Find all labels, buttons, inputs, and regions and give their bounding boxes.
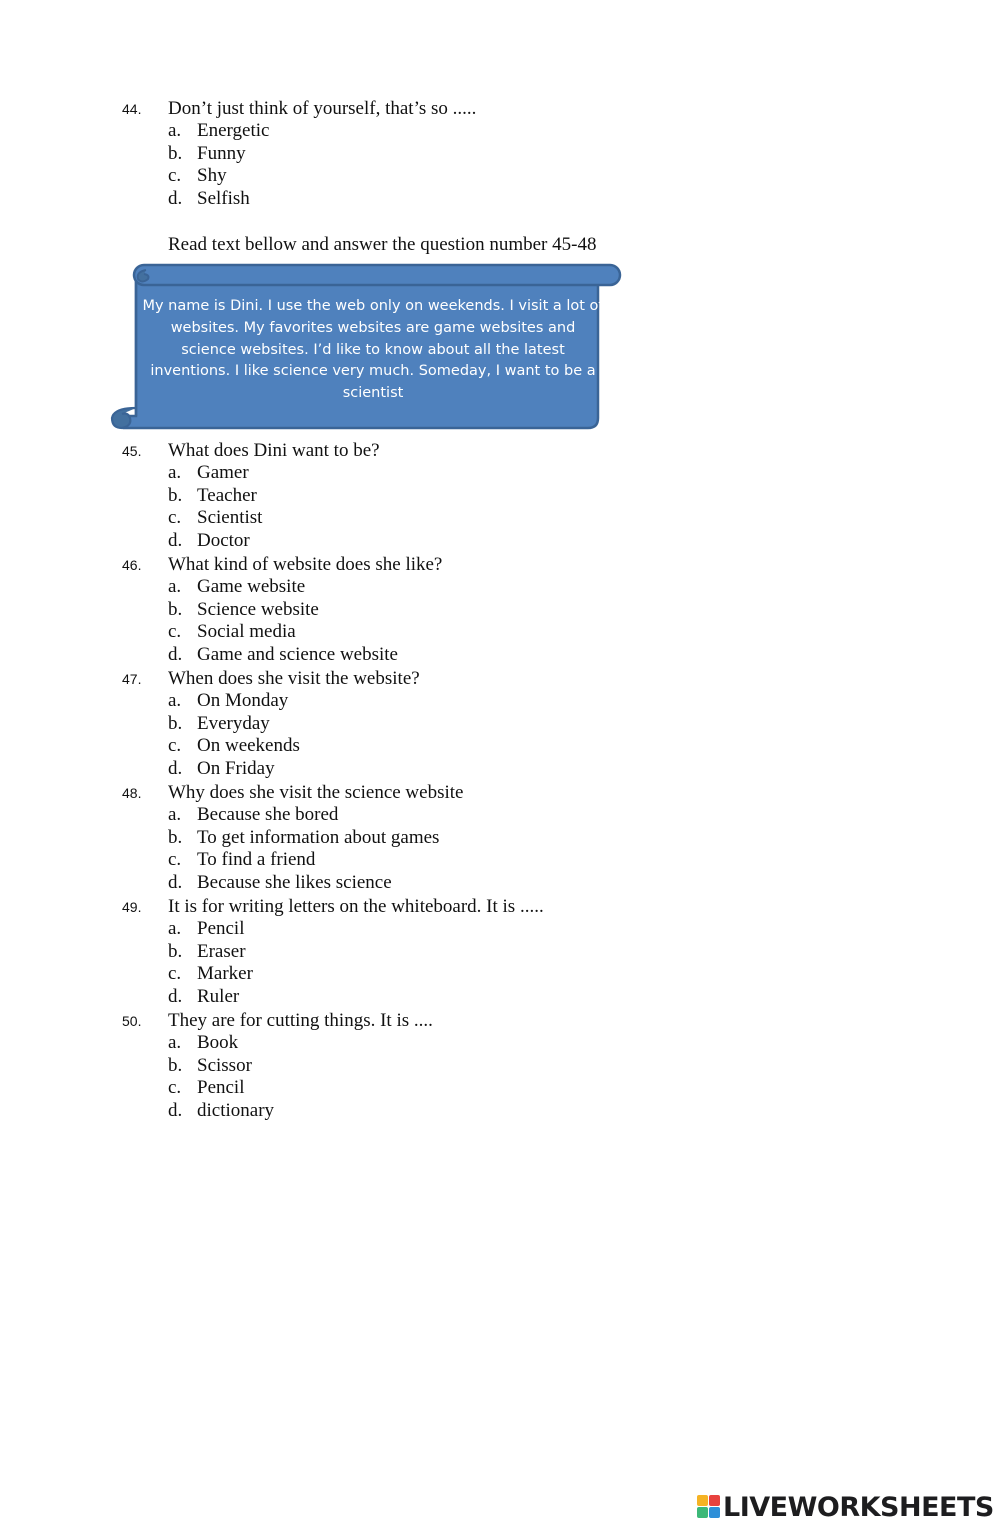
option-b[interactable] — [0, 713, 700, 736]
option-letter: a. — [168, 918, 182, 939]
option-text: Shy — [197, 165, 227, 187]
option-text: Scientist — [197, 507, 263, 529]
option-text: Scissor — [197, 1054, 252, 1076]
option-a[interactable] — [0, 1032, 700, 1055]
option-letter: a. — [168, 120, 182, 141]
option-text: Teacher — [197, 484, 257, 506]
option-a[interactable] — [0, 120, 700, 143]
option-text: Funny — [197, 142, 246, 164]
question-text: Why does she visit the science website — [168, 782, 464, 803]
option-text: Science website — [197, 598, 319, 620]
option-c[interactable] — [0, 735, 700, 758]
option-letter: d. — [168, 644, 183, 666]
option-text: Everyday — [197, 712, 270, 734]
option-text: On weekends — [197, 735, 300, 757]
option-b[interactable] — [0, 941, 700, 964]
option-letter: d. — [168, 188, 183, 210]
option-a[interactable] — [0, 690, 700, 713]
option-text: Gamer — [197, 462, 249, 483]
option-text: Because she likes science — [197, 872, 392, 894]
option-letter: c. — [168, 963, 182, 985]
reading-scroll — [108, 262, 624, 434]
option-letter: d. — [168, 530, 183, 552]
question-46 — [0, 553, 700, 667]
reading-instruction: Read text bellow and answer the question number 45-48 — [168, 234, 597, 255]
question-number: 50. — [122, 1013, 142, 1029]
option-text: Marker — [197, 963, 253, 985]
question-number: 49. — [122, 899, 142, 915]
option-letter: a. — [168, 690, 182, 711]
question-number: 47. — [122, 671, 142, 687]
option-d[interactable] — [0, 530, 700, 553]
question-number: 44. — [122, 101, 142, 117]
option-c[interactable] — [0, 963, 700, 986]
option-b[interactable] — [0, 1055, 700, 1078]
option-text: Pencil — [197, 1077, 245, 1099]
option-d[interactable] — [0, 758, 700, 781]
option-c[interactable] — [0, 621, 700, 644]
option-c[interactable] — [0, 849, 700, 872]
question-50 — [0, 1009, 700, 1123]
question-text: It is for writing letters on the whiteboard. It is ..... — [168, 896, 544, 917]
option-letter: b. — [168, 712, 183, 734]
option-letter: a. — [168, 462, 182, 483]
option-text: Because she bored — [197, 804, 339, 825]
option-letter: d. — [168, 986, 183, 1008]
option-letter: a. — [168, 804, 182, 825]
option-d[interactable] — [0, 644, 700, 667]
question-text: What kind of website does she like? — [168, 554, 443, 575]
option-letter: b. — [168, 598, 183, 620]
question-44 — [0, 97, 700, 211]
option-letter: d. — [168, 758, 183, 780]
option-letter: a. — [168, 1032, 182, 1053]
option-letter: c. — [168, 735, 182, 757]
option-a[interactable] — [0, 918, 700, 941]
option-a[interactable] — [0, 804, 700, 827]
option-letter: b. — [168, 826, 183, 848]
option-d[interactable] — [0, 188, 700, 211]
option-c[interactable] — [0, 1077, 700, 1100]
option-text: Selfish — [197, 188, 250, 210]
option-letter: d. — [168, 872, 183, 894]
option-text: Doctor — [197, 530, 250, 552]
option-letter: c. — [168, 849, 182, 871]
option-text: On Friday — [197, 758, 275, 780]
question-45 — [0, 439, 700, 553]
option-letter: a. — [168, 576, 182, 597]
option-text: To get information about games — [197, 826, 440, 848]
option-text: Ruler — [197, 986, 240, 1008]
option-d[interactable] — [0, 872, 700, 895]
option-letter: c. — [168, 165, 182, 187]
option-letter: c. — [168, 1077, 182, 1099]
question-text: Don’t just think of yourself, that’s so ..... — [168, 98, 477, 119]
option-text: Eraser — [197, 940, 246, 962]
question-number: 45. — [122, 443, 142, 459]
option-text: Game website — [197, 576, 306, 597]
option-d[interactable] — [0, 986, 700, 1009]
liveworksheets-logo-icon — [697, 1495, 721, 1519]
question-number: 48. — [122, 785, 142, 801]
question-text: They are for cutting things. It is .... — [168, 1010, 433, 1031]
option-letter: b. — [168, 142, 183, 164]
option-letter: c. — [168, 621, 182, 643]
option-a[interactable] — [0, 576, 700, 599]
option-text: On Monday — [197, 690, 289, 711]
option-text: Book — [197, 1032, 239, 1053]
option-text: dictionary — [197, 1100, 275, 1122]
option-letter: c. — [168, 507, 182, 529]
option-a[interactable] — [0, 462, 700, 485]
option-letter: d. — [168, 1100, 183, 1122]
question-text: When does she visit the website? — [168, 668, 420, 689]
liveworksheets-logo[interactable] — [697, 1491, 994, 1523]
option-b[interactable] — [0, 827, 700, 850]
option-b[interactable] — [0, 599, 700, 622]
logo-text: LIVEWORKSHEETS — [723, 1491, 994, 1523]
option-letter: b. — [168, 484, 183, 506]
option-b[interactable] — [0, 485, 700, 508]
option-b[interactable] — [0, 143, 700, 166]
option-text: To find a friend — [197, 849, 316, 871]
question-47 — [0, 667, 700, 781]
option-text: Energetic — [197, 120, 270, 141]
option-letter: b. — [168, 940, 183, 962]
question-49 — [0, 895, 700, 1009]
question-text: What does Dini want to be? — [168, 440, 380, 461]
question-48 — [0, 781, 700, 895]
option-text: Game and science website — [197, 644, 398, 666]
option-letter: b. — [168, 1054, 183, 1076]
option-c[interactable] — [0, 507, 700, 530]
option-text: Social media — [197, 621, 296, 643]
option-d[interactable] — [0, 1100, 700, 1123]
question-number: 46. — [122, 557, 142, 573]
reading-passage: My name is Dini. I use the web only on weekends. I visit a lot of websites. My favorites websites are game websites and science websites. I’d like to know about all the latest inventions. I like science very much. Someday, I want to be a scientist — [142, 298, 604, 402]
option-text: Pencil — [197, 918, 245, 939]
option-c[interactable] — [0, 165, 700, 188]
